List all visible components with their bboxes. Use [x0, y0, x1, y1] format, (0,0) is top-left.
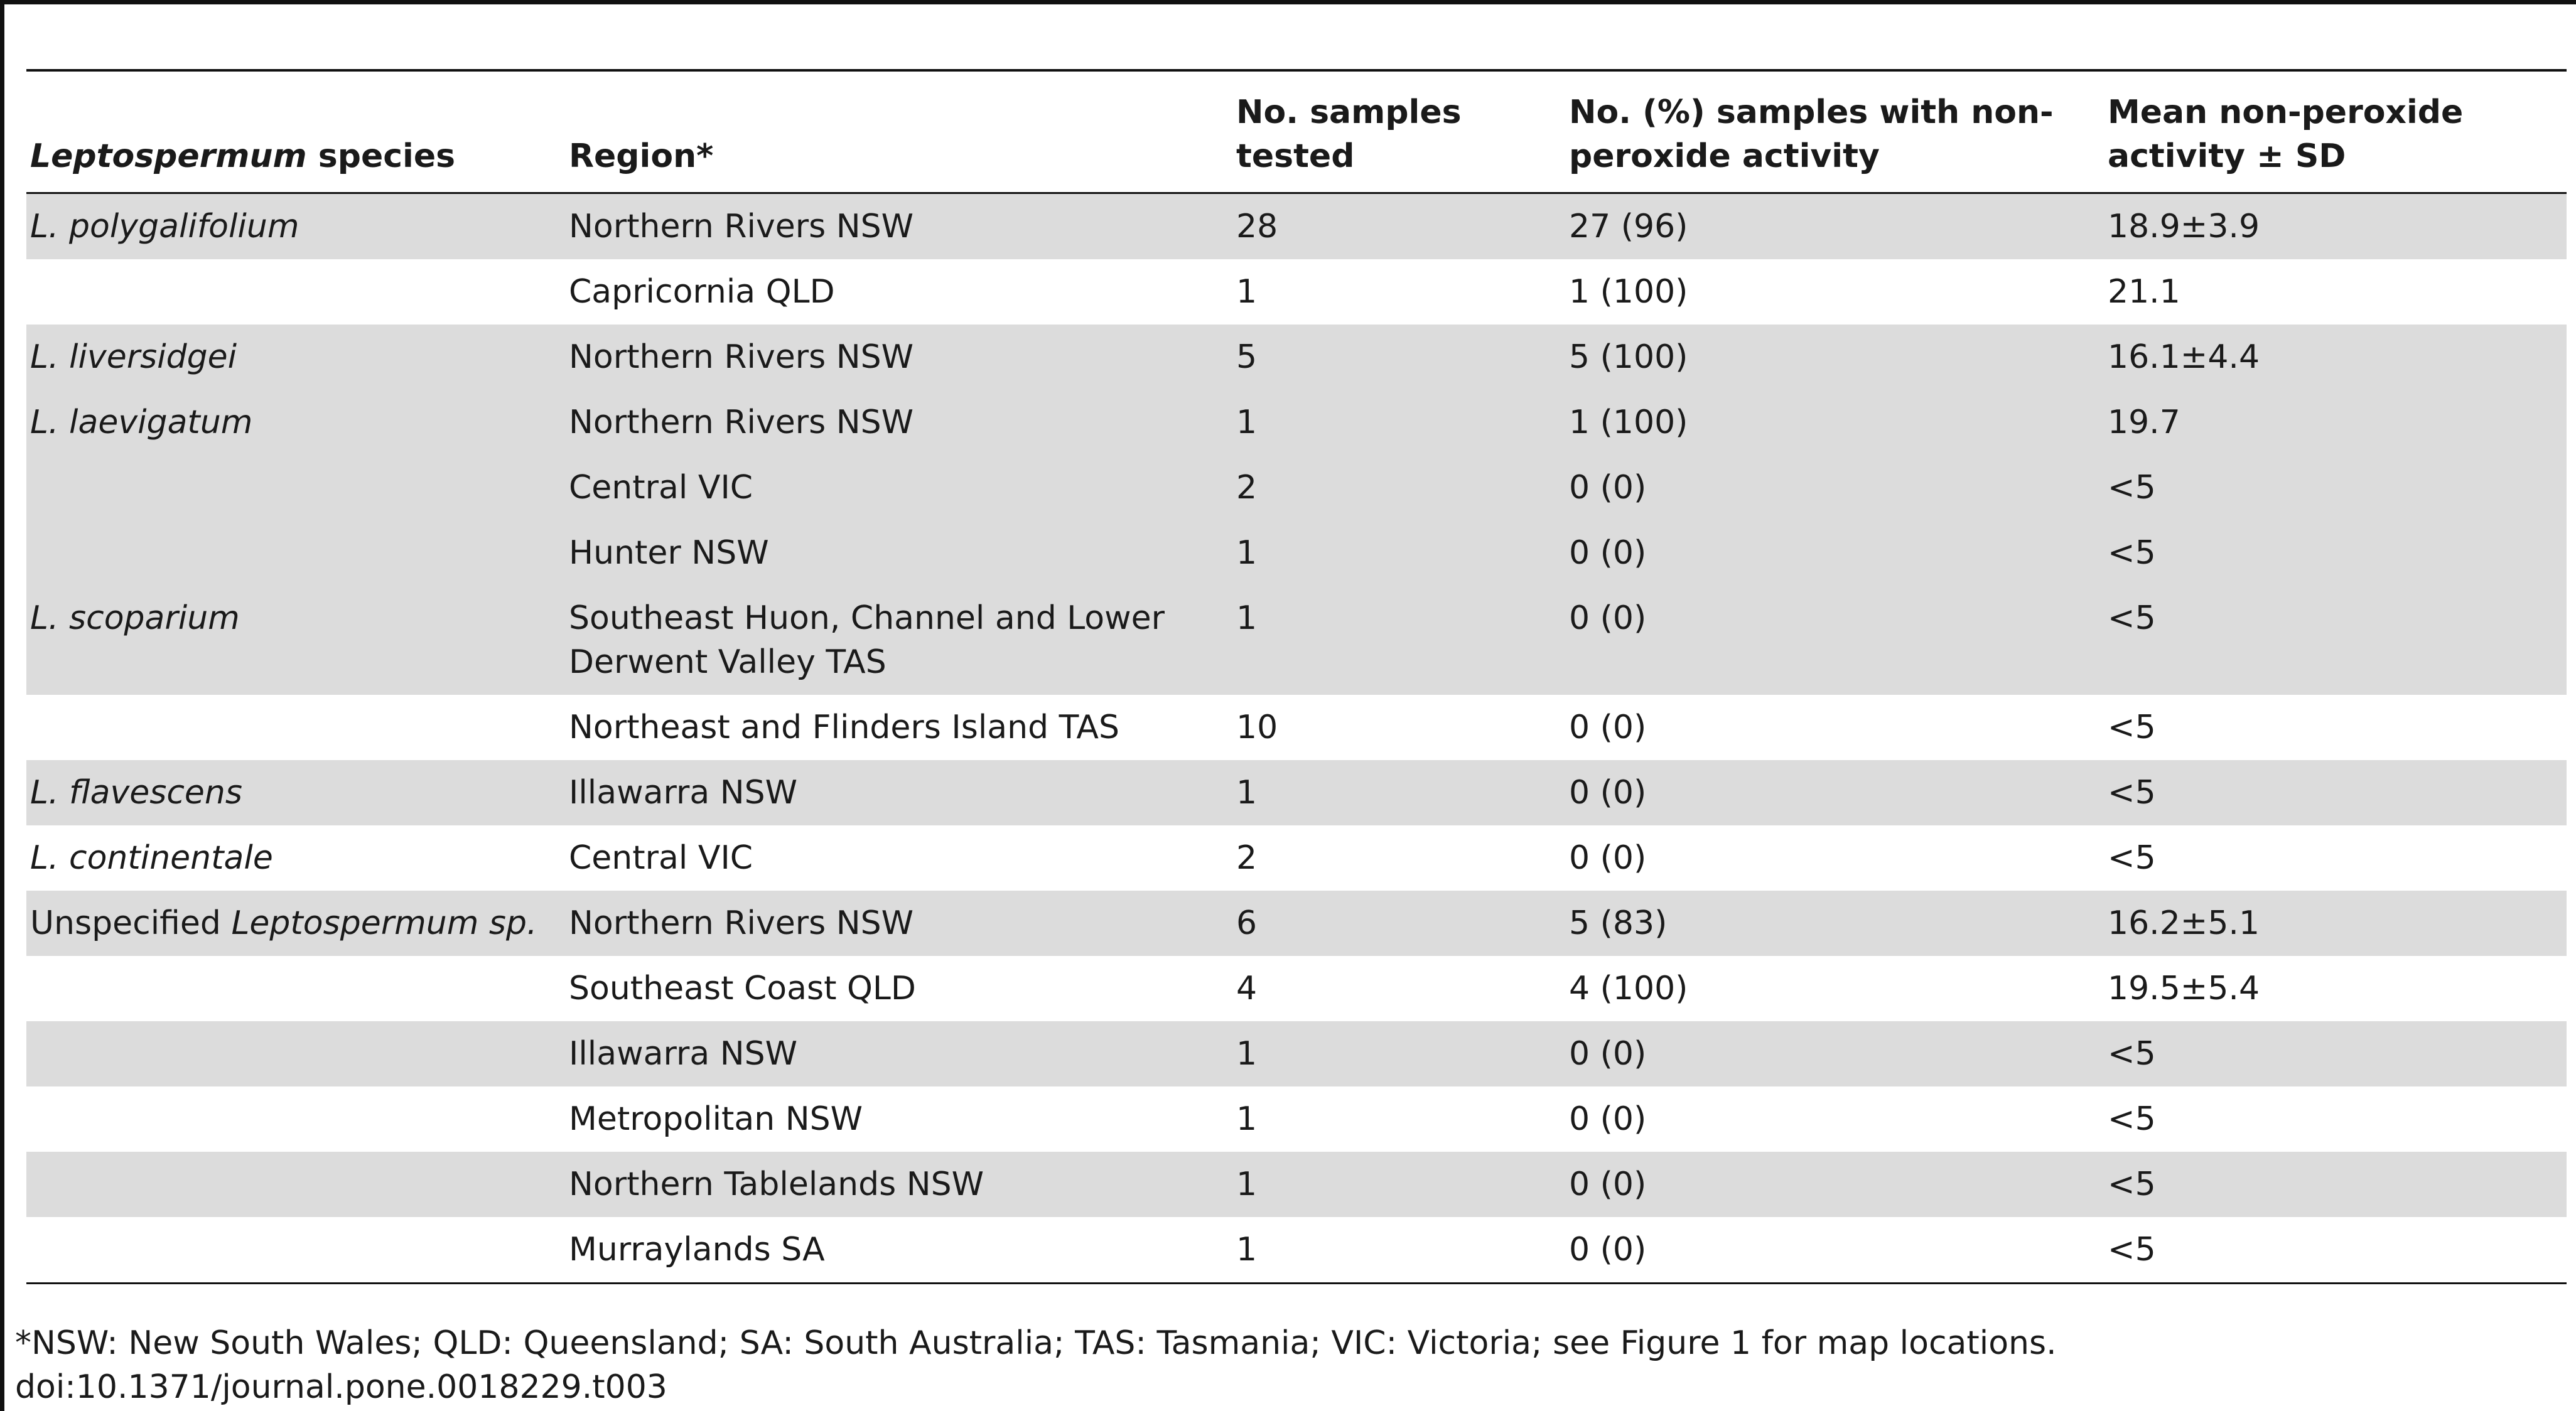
table-row [26, 259, 2567, 325]
cell-species [26, 825, 565, 891]
table-row [26, 1217, 2567, 1284]
species-name: L. liversidgei [30, 338, 237, 376]
cell-species [26, 325, 565, 390]
header-tested [1232, 70, 1565, 193]
header-nonperoxide-samples-line2: peroxide activity [1569, 137, 1880, 175]
cell-mean-activity: <5 [2104, 1152, 2567, 1217]
table-row [26, 193, 2567, 260]
cell-region [565, 259, 1232, 325]
cell-species [26, 1217, 565, 1284]
region-line1: Northeast and Flinders Island TAS [569, 709, 1119, 746]
header-tested-line2: tested [1236, 137, 1355, 175]
table-row [26, 520, 2567, 586]
cell-region [565, 956, 1232, 1021]
table-row [26, 1021, 2567, 1086]
cell-nonperoxide-samples: 0 (0) [1565, 586, 2104, 695]
cell-samples-tested: 4 [1236, 970, 1258, 1007]
header-nonperoxide-samples-line1: No. (%) samples with non- [1569, 94, 2054, 131]
cell-mean-activity: 19.5±5.4 [2108, 970, 2260, 1007]
region-line1: Northern Rivers NSW [569, 904, 914, 942]
cell-species [26, 259, 565, 325]
cell-samples-tested: 6 [1232, 891, 1565, 956]
cell-nonperoxide-samples: 5 (83) [1565, 891, 2104, 956]
cell-nonperoxide-samples: 0 (0) [1565, 760, 2104, 825]
header-row [26, 70, 2567, 193]
cell-region [565, 760, 1232, 825]
cell-nonperoxide-samples: 0 (0) [1569, 709, 1647, 746]
cell-mean-activity: 19.7 [2104, 390, 2567, 455]
cell-samples-tested: 5 [1232, 325, 1565, 390]
region-line1: Illawarra NSW [569, 774, 798, 812]
table-row [26, 586, 2567, 695]
region-line1: Southeast Coast QLD [569, 970, 916, 1007]
table-footer [15, 1321, 2057, 1409]
table-row [26, 390, 2567, 455]
cell-mean-activity: <5 [2108, 1100, 2156, 1138]
species-name: L. laevigatum [30, 404, 253, 441]
table-row [26, 1152, 2567, 1217]
region-line1: Illawarra NSW [569, 1035, 798, 1073]
cell-samples-tested: 1 [1232, 1021, 1565, 1086]
table-body [26, 193, 2567, 1284]
cell-mean-activity: <5 [2104, 760, 2567, 825]
header-species-suffix: species [306, 137, 456, 175]
cell-samples-tested: 1 [1232, 1217, 1565, 1284]
cell-region [565, 695, 1232, 760]
table-row [26, 760, 2567, 825]
cell-nonperoxide-samples: 0 (0) [1569, 1100, 1647, 1138]
table-header [26, 70, 2567, 193]
region-line1: Northern Rivers NSW [569, 338, 914, 376]
footnote: *NSW: New South Wales; QLD: Queensland; SA: South Australia; TAS: Tasmania; VIC: Victoria; see Figure 1 for map locations. [15, 1324, 2057, 1362]
species-name: Leptospermum sp. [231, 904, 537, 942]
region-line1: Southeast Huon, Channel and Lower [569, 599, 1165, 637]
region-line1: Northern Rivers NSW [569, 208, 914, 245]
cell-nonperoxide-samples: 1 (100) [1569, 273, 1688, 311]
cell-mean-activity: <5 [2108, 709, 2156, 746]
cell-mean-activity: <5 [2104, 1021, 2567, 1086]
cell-region [565, 1021, 1232, 1086]
cell-mean-activity: <5 [2104, 520, 2567, 586]
cell-region [565, 455, 1232, 520]
region-line1: Northern Rivers NSW [569, 404, 914, 441]
region-line1: Northern Tablelands NSW [569, 1166, 984, 1203]
cell-species [26, 586, 565, 695]
cell-samples-tested: 1 [1232, 520, 1565, 586]
cell-region [565, 325, 1232, 390]
cell-nonperoxide-samples: 27 (96) [1565, 193, 2104, 260]
cell-species [26, 891, 565, 956]
cell-species [26, 193, 565, 260]
cell-nonperoxide-samples: 0 (0) [1565, 520, 2104, 586]
top-border [0, 0, 2576, 4]
data-table-container [26, 69, 2567, 1284]
species-name: L. scoparium [30, 599, 240, 637]
cell-samples-tested: 1 [1236, 1100, 1258, 1138]
cell-species [26, 1086, 565, 1152]
cell-species [26, 695, 565, 760]
table-row [26, 325, 2567, 390]
species-name: L. flavescens [30, 774, 242, 812]
region-line1: Central VIC [569, 839, 753, 877]
header-mean-activity-line1: Mean non-peroxide [2108, 94, 2464, 131]
cell-region [565, 193, 1232, 260]
left-border [0, 0, 4, 1411]
cell-nonperoxide-samples: 0 (0) [1565, 455, 2104, 520]
cell-samples-tested: 28 [1232, 193, 1565, 260]
doi: doi:10.1371/journal.pone.0018229.t003 [15, 1368, 667, 1406]
cell-samples-tested: 1 [1236, 273, 1258, 311]
table-row [26, 956, 2567, 1021]
cell-mean-activity: <5 [2104, 455, 2567, 520]
region-line1: Capricornia QLD [569, 273, 835, 311]
header-region [565, 70, 1232, 193]
cell-samples-tested: 10 [1236, 709, 1278, 746]
species-name: L. polygalifolium [30, 208, 299, 245]
region-line1: Murraylands SA [569, 1231, 825, 1269]
cell-species [26, 390, 565, 455]
table-row [26, 695, 2567, 760]
cell-species [26, 1021, 565, 1086]
header-region-label: Region* [569, 137, 714, 175]
cell-samples-tested: 1 [1232, 390, 1565, 455]
cell-samples-tested: 1 [1232, 586, 1565, 695]
cell-nonperoxide-samples: 0 (0) [1569, 839, 1647, 877]
cell-region [565, 825, 1232, 891]
table-row [26, 891, 2567, 956]
header-species-genus: Leptospermum [30, 137, 307, 175]
cell-species [26, 520, 565, 586]
region-line1: Metropolitan NSW [569, 1100, 863, 1138]
cell-mean-activity: 16.1±4.4 [2104, 325, 2567, 390]
cell-samples-tested: 1 [1232, 1152, 1565, 1217]
cell-region [565, 520, 1232, 586]
cell-nonperoxide-samples: 4 (100) [1569, 970, 1688, 1007]
species-name: L. continentale [30, 839, 273, 877]
cell-nonperoxide-samples: 0 (0) [1565, 1021, 2104, 1086]
cell-region [565, 1086, 1232, 1152]
header-nonperoxide-samples [1565, 70, 2104, 193]
cell-mean-activity: 16.2±5.1 [2104, 891, 2567, 956]
region-line1: Hunter NSW [569, 534, 769, 572]
cell-region [565, 1152, 1232, 1217]
data-table [26, 69, 2567, 1284]
cell-samples-tested: 2 [1232, 455, 1565, 520]
header-mean-activity-line2: activity ± SD [2108, 137, 2346, 175]
cell-nonperoxide-samples: 5 (100) [1565, 325, 2104, 390]
header-species [26, 70, 565, 193]
region-line1: Central VIC [569, 469, 753, 507]
cell-species [26, 760, 565, 825]
table-row [26, 1086, 2567, 1152]
cell-samples-tested: 2 [1236, 839, 1258, 877]
table-row [26, 455, 2567, 520]
cell-region [565, 390, 1232, 455]
cell-nonperoxide-samples: 0 (0) [1565, 1152, 2104, 1217]
cell-species [26, 956, 565, 1021]
region-line2: Derwent Valley TAS [569, 643, 887, 681]
cell-mean-activity: 21.1 [2108, 273, 2180, 311]
header-mean-activity [2104, 70, 2567, 193]
cell-samples-tested: 1 [1232, 760, 1565, 825]
cell-region [565, 586, 1232, 695]
cell-mean-activity: <5 [2104, 586, 2567, 695]
cell-nonperoxide-samples: 0 (0) [1565, 1217, 2104, 1284]
species-prefix: Unspecified [30, 904, 232, 942]
cell-mean-activity: <5 [2104, 1217, 2567, 1284]
cell-nonperoxide-samples: 1 (100) [1565, 390, 2104, 455]
cell-region [565, 1217, 1232, 1284]
header-tested-line1: No. samples [1236, 94, 1462, 131]
cell-region [565, 891, 1232, 956]
cell-mean-activity: 18.9±3.9 [2104, 193, 2567, 260]
table-row [26, 825, 2567, 891]
cell-mean-activity: <5 [2108, 839, 2156, 877]
cell-species [26, 1152, 565, 1217]
cell-species [26, 455, 565, 520]
